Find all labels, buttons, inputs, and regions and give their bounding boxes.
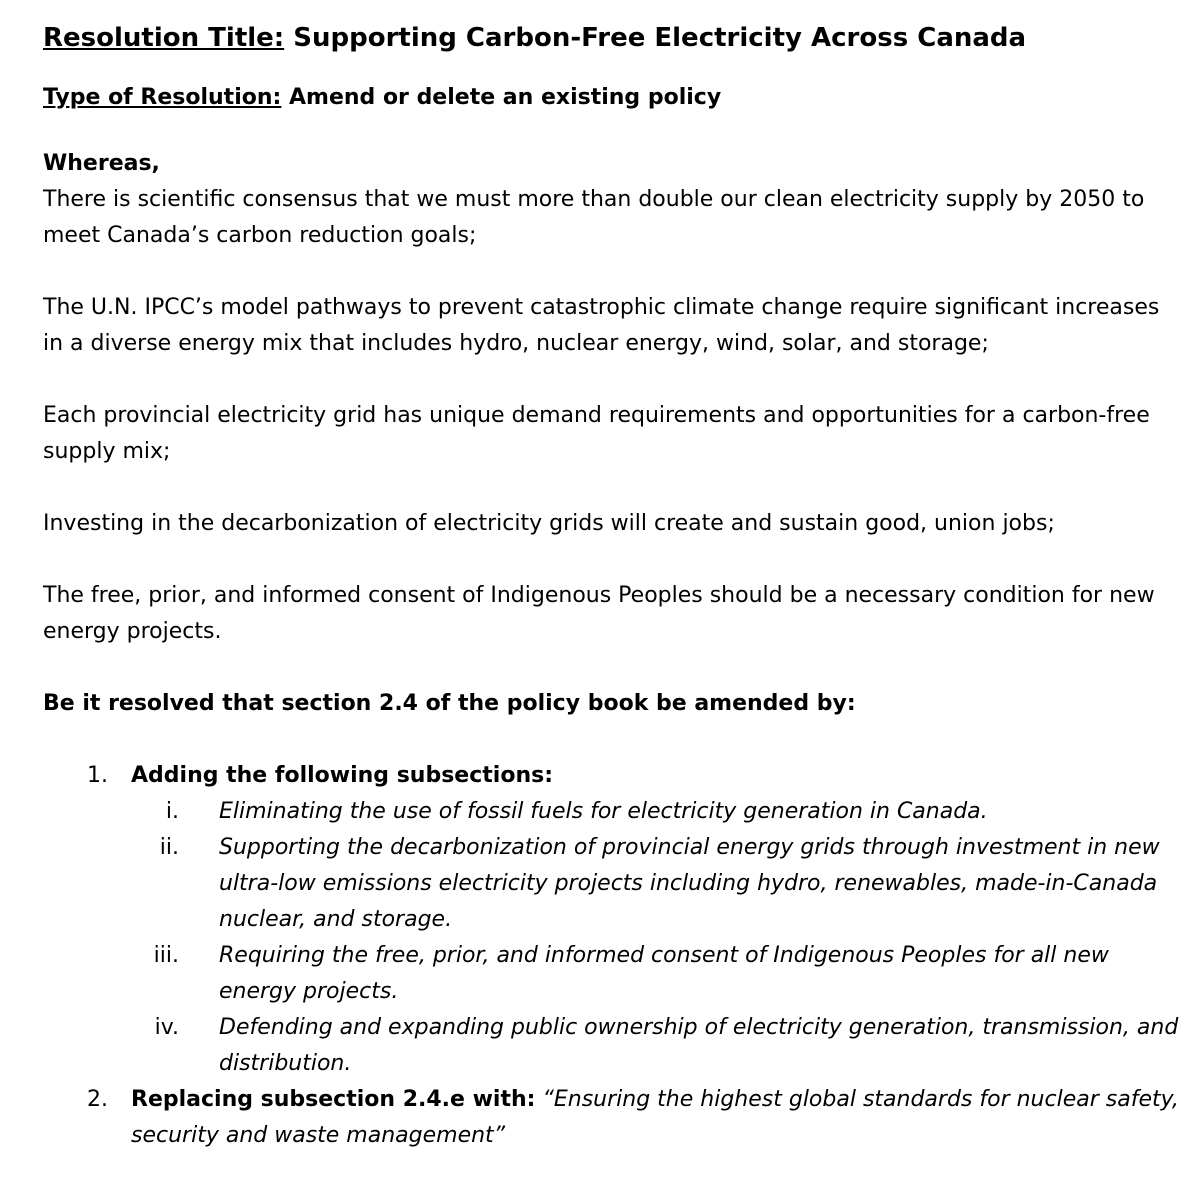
resolution-document — [43, 22, 1183, 1154]
subsection-number: iv. — [154, 1015, 179, 1040]
type-text: Amend or delete an existing policy — [289, 85, 722, 110]
amendment-number: 2. — [87, 1087, 108, 1112]
subsection-item — [131, 830, 1183, 938]
resolution-title — [43, 22, 1183, 54]
subsection-item — [131, 938, 1183, 1010]
subsection-item — [131, 794, 1183, 830]
type-label: Type of Resolution: — [43, 85, 282, 110]
whereas-clause: The U.N. IPCC’s model pathways to prevent catastrophic climate change require significant increases in a diverse energy mix that includes hydro, nuclear energy, wind, solar, and storage; — [43, 295, 1160, 356]
subsection-item — [131, 1010, 1183, 1082]
subsection-text: Supporting the decarbonization of provincial energy grids through investment in new ultra-low emissions electricity projects including hydro, renewables, made-in-Canada nuclear, and storage. — [219, 835, 1160, 932]
subsection-text: Eliminating the use of fossil fuels for electricity generation in Canada. — [219, 799, 988, 824]
amendment-number: 1. — [87, 763, 108, 788]
whereas-clause: Each provincial electricity grid has unique demand requirements and opportunities for a carbon-free supply mix; — [43, 403, 1150, 464]
subsection-text: Requiring the free, prior, and informed consent of Indigenous Peoples for all new energy projects. — [219, 943, 1109, 1004]
subsection-number: ii. — [159, 835, 179, 860]
amendment-quote: “Ensuring the highest global standards for nuclear safety, security and waste management” — [131, 1087, 1179, 1148]
amendment-heading: Adding the following subsections: — [131, 763, 553, 788]
title-label: Resolution Title: — [43, 23, 285, 53]
whereas-clause: There is scientific consensus that we must more than double our clean electricity supply by 2050 to meet Canada’s carbon reduction goals; — [43, 187, 1145, 248]
subsection-list — [131, 794, 1183, 1082]
amendment-item — [43, 1082, 1183, 1154]
subsection-number: i. — [165, 799, 179, 824]
amendment-list — [43, 758, 1183, 1154]
whereas-clause: The free, prior, and informed consent of Indigenous Peoples should be a necessary condition for new energy projects. — [43, 583, 1155, 644]
whereas-heading: Whereas, — [43, 151, 160, 176]
amendment-heading: Replacing subsection 2.4.e with: — [131, 1087, 536, 1112]
resolution-type — [43, 84, 1183, 112]
title-text: Supporting Carbon-Free Electricity Across Canada — [293, 23, 1027, 53]
whereas-clause: Investing in the decarbonization of electricity grids will create and sustain good, union jobs; — [43, 511, 1055, 536]
amendment-item — [43, 758, 1183, 1082]
subsection-text: Defending and expanding public ownership of electricity generation, transmission, and distribution. — [219, 1015, 1179, 1076]
subsection-number: iii. — [153, 943, 179, 968]
resolved-clause: Be it resolved that section 2.4 of the policy book be amended by: — [43, 691, 856, 716]
